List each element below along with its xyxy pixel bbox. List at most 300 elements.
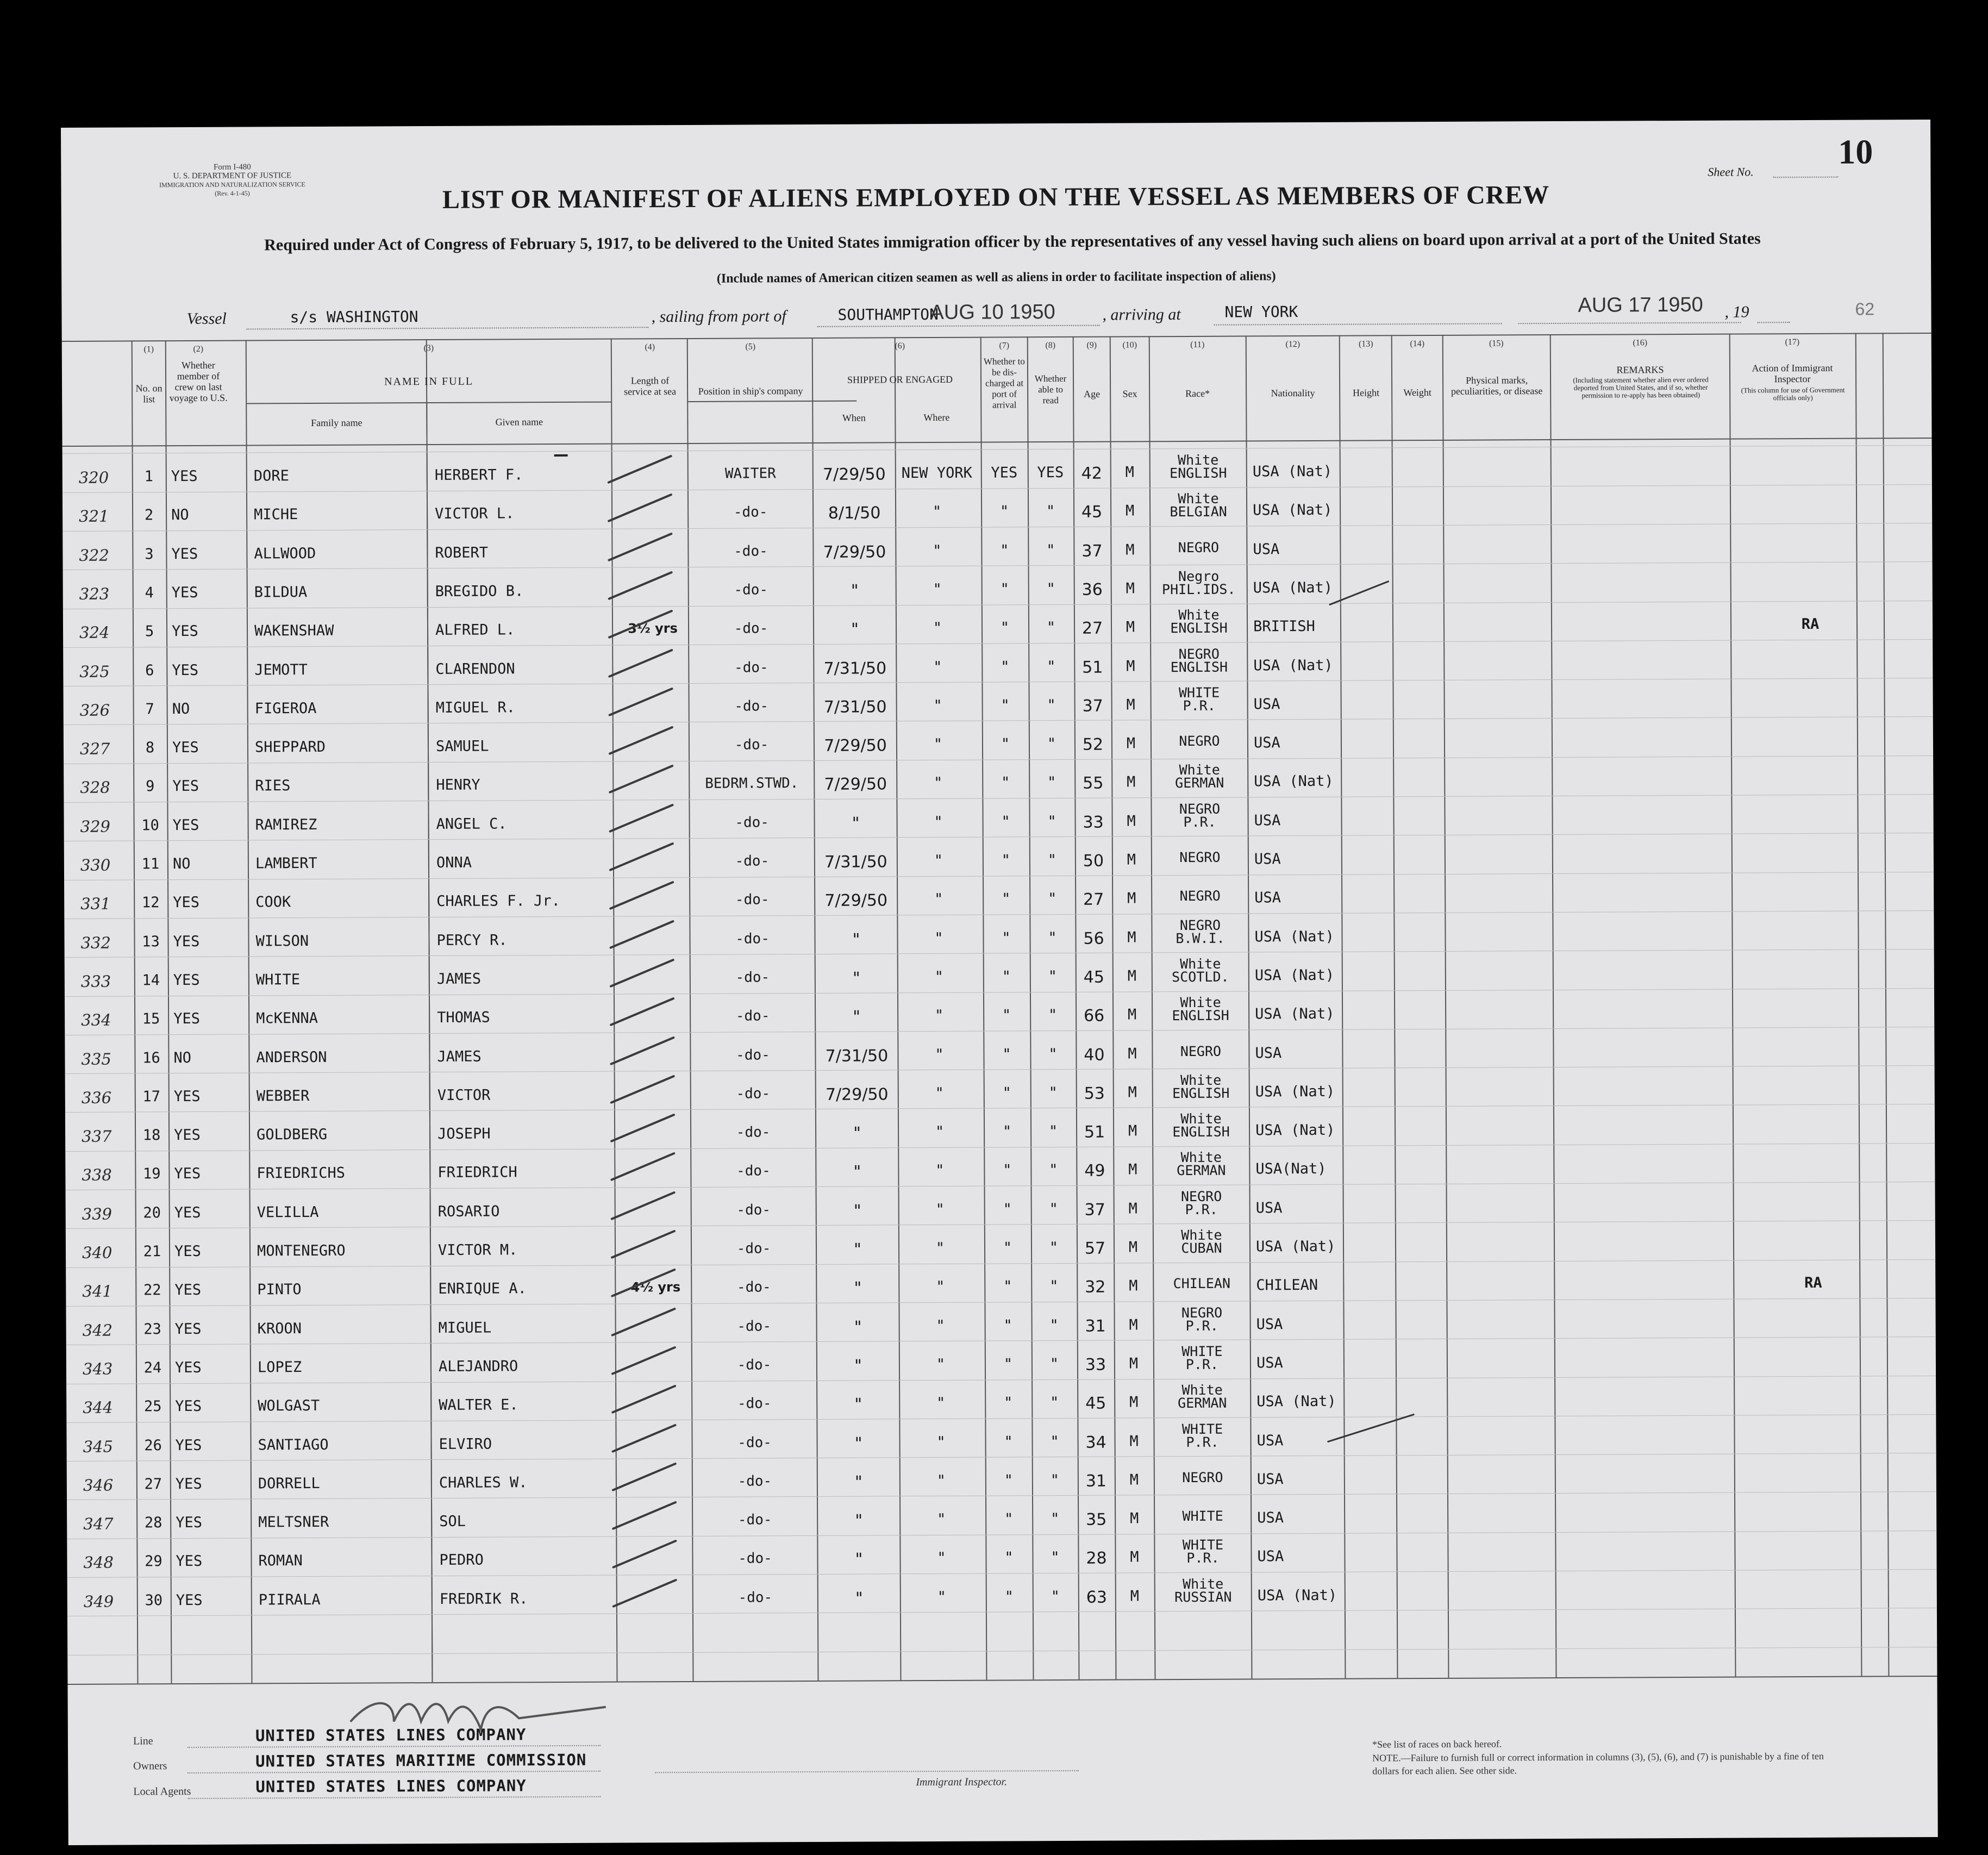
column-number: (2) bbox=[193, 344, 204, 354]
cell-discharged: " bbox=[1003, 1356, 1013, 1373]
race-line: NEGRO bbox=[1179, 733, 1220, 750]
cell-position: -do- bbox=[737, 1318, 772, 1335]
cell-discharged: " bbox=[999, 503, 1009, 520]
column-number: (17) bbox=[1785, 338, 1800, 347]
cell-where: " bbox=[936, 1510, 946, 1528]
vessel-label: Vessel bbox=[186, 309, 227, 328]
cell-when: " bbox=[855, 1589, 863, 1608]
column-header-given-name: Given name bbox=[495, 416, 543, 428]
cell-nationality: USA bbox=[1257, 1509, 1284, 1527]
race-line: White bbox=[1179, 761, 1220, 778]
column-number: (15) bbox=[1489, 339, 1504, 348]
cell-given: CLARENDON bbox=[435, 660, 515, 678]
cell-age: 55 bbox=[1083, 773, 1104, 793]
cell-discharged: " bbox=[1001, 658, 1010, 676]
race-line: B.W.I. bbox=[1176, 930, 1225, 947]
cell-read: " bbox=[1049, 1201, 1058, 1218]
race-line: NEGRO bbox=[1180, 1043, 1222, 1060]
cell-family: FIGEROA bbox=[254, 699, 317, 717]
cell-where: " bbox=[936, 1278, 945, 1295]
cell-where: " bbox=[936, 1356, 946, 1373]
cell-read: " bbox=[1046, 503, 1055, 520]
cell-when: 7/29/50 bbox=[822, 465, 886, 484]
cell-sex: M bbox=[1128, 1239, 1138, 1256]
cell-age: 42 bbox=[1081, 464, 1102, 483]
cell-nationality: USA bbox=[1253, 541, 1280, 558]
column-header-position: Position in ship's company bbox=[698, 385, 803, 397]
cell-read: " bbox=[1049, 1317, 1059, 1334]
cell-given: HERBERT F. bbox=[434, 466, 523, 484]
form-number: Form I-480 bbox=[213, 163, 251, 172]
cell-action: RA bbox=[1804, 1274, 1822, 1292]
cell-when: " bbox=[855, 1511, 863, 1531]
column-header-height: Height bbox=[1353, 387, 1380, 398]
cell-read: " bbox=[1048, 968, 1058, 985]
cell-read: " bbox=[1050, 1510, 1060, 1528]
cell-no: 13 bbox=[142, 933, 160, 951]
cell-nationality: USA (Nat) bbox=[1254, 772, 1334, 790]
cell-position: -do- bbox=[738, 1589, 773, 1606]
race-line: NEGRO bbox=[1179, 917, 1221, 934]
cell-where: " bbox=[933, 658, 942, 676]
cell-age: 40 bbox=[1084, 1045, 1105, 1065]
cell-position: -do- bbox=[734, 736, 769, 753]
cell-discharged: " bbox=[1001, 890, 1011, 908]
cell-given: CHARLES W. bbox=[439, 1474, 528, 1491]
cell-no: 27 bbox=[144, 1476, 162, 1493]
cell-last: YES bbox=[173, 1010, 201, 1028]
cell-position: -do- bbox=[736, 1279, 771, 1296]
cell-age: 63 bbox=[1086, 1588, 1107, 1607]
cell-family: BILDUA bbox=[254, 584, 308, 601]
column-header-physical-marks: Physical marks, peculiarities, or disease bbox=[1451, 374, 1543, 397]
pencil-check-mark bbox=[609, 572, 672, 599]
cell-sex: M bbox=[1129, 1471, 1139, 1489]
cell-where: " bbox=[936, 1472, 946, 1489]
cell-family: McKENNA bbox=[256, 1009, 318, 1027]
pencil-check-mark bbox=[612, 1231, 674, 1258]
cell-age: 36 bbox=[1081, 580, 1103, 599]
cell-nationality: USA bbox=[1255, 1200, 1283, 1217]
cell-last: YES bbox=[171, 545, 198, 563]
row-lead-number: 343 bbox=[82, 1359, 113, 1378]
cell-where: " bbox=[934, 852, 943, 870]
cell-no: 9 bbox=[146, 778, 155, 795]
cell-read: " bbox=[1046, 542, 1055, 559]
pencil-check-mark bbox=[609, 611, 672, 638]
cell-nationality: USA bbox=[1253, 734, 1280, 752]
column-header-nationality: Nationality bbox=[1271, 387, 1315, 399]
cell-family: RAMIREZ bbox=[255, 816, 317, 834]
cell-when: 8/1/50 bbox=[828, 503, 881, 523]
cell-last: YES bbox=[174, 1204, 201, 1222]
cell-age: 45 bbox=[1081, 502, 1103, 522]
column-header-shipped: SHIPPED OR ENGAGED bbox=[847, 373, 953, 385]
cell-no: 1 bbox=[144, 468, 153, 485]
cell-sex: M bbox=[1127, 813, 1136, 830]
cell-family: DORE bbox=[253, 467, 289, 485]
cell-given: MIGUEL bbox=[438, 1319, 492, 1336]
cell-age: 37 bbox=[1081, 541, 1103, 561]
cell-position: -do- bbox=[735, 853, 770, 870]
cell-discharged: YES bbox=[991, 464, 1018, 482]
cell-family: COOK bbox=[255, 894, 291, 911]
cell-when: " bbox=[851, 581, 859, 601]
cell-given: PERCY R. bbox=[436, 932, 508, 949]
cell-age: 37 bbox=[1084, 1200, 1105, 1220]
cell-no: 24 bbox=[143, 1359, 162, 1377]
cell-discharged: " bbox=[1001, 774, 1010, 791]
cell-discharged: " bbox=[1003, 1161, 1012, 1179]
cell-family: KROON bbox=[257, 1320, 302, 1338]
cell-last: YES bbox=[173, 933, 200, 951]
pencil-check-mark bbox=[613, 1541, 676, 1567]
race-line: WHITE bbox=[1178, 684, 1220, 701]
cell-nationality: USA(Nat) bbox=[1255, 1160, 1327, 1178]
column-number: (12) bbox=[1285, 340, 1301, 349]
cell-age: 56 bbox=[1083, 929, 1104, 948]
cell-position: -do- bbox=[734, 620, 768, 637]
cell-position: -do- bbox=[734, 659, 768, 676]
cell-when: " bbox=[853, 1007, 861, 1027]
cell-no: 18 bbox=[142, 1127, 161, 1144]
cell-position: -do- bbox=[737, 1434, 772, 1451]
cell-age: 27 bbox=[1081, 619, 1103, 638]
cell-nationality: USA (Nat) bbox=[1255, 1238, 1336, 1256]
cell-sex: M bbox=[1127, 890, 1136, 907]
row-lead-number: 324 bbox=[79, 623, 110, 642]
cell-sex: M bbox=[1129, 1355, 1139, 1372]
cell-nationality: CHILEAN bbox=[1256, 1276, 1318, 1294]
cell-read: " bbox=[1048, 929, 1057, 947]
race-line: NEGRO bbox=[1182, 1469, 1223, 1486]
cell-last: NO bbox=[173, 1049, 192, 1067]
cell-family: WEBBER bbox=[256, 1088, 310, 1105]
cell-discharged: " bbox=[1002, 1084, 1011, 1102]
arrive-date-stamp: AUG 17 1950 bbox=[1578, 293, 1703, 317]
inspector-label: Immigrant Inspector. bbox=[916, 1776, 1008, 1789]
cell-where: " bbox=[934, 929, 943, 947]
cell-discharged: " bbox=[1004, 1433, 1013, 1451]
cell-family: GOLDBERG bbox=[257, 1126, 328, 1144]
cell-where: " bbox=[933, 619, 942, 637]
cell-given: ALFRED L. bbox=[435, 621, 515, 639]
slash-remark bbox=[1327, 1414, 1414, 1442]
cell-position: -do- bbox=[736, 1085, 771, 1102]
cell-when: " bbox=[853, 1162, 861, 1182]
pencil-check-mark bbox=[612, 1270, 674, 1296]
cell-position: -do- bbox=[736, 1202, 771, 1219]
column-header-race: Race* bbox=[1185, 388, 1210, 399]
cell-given: JOSEPH bbox=[437, 1125, 491, 1142]
cell-read: " bbox=[1047, 735, 1056, 753]
cell-position: -do- bbox=[734, 582, 768, 598]
owners-label: Owners bbox=[133, 1760, 167, 1772]
cell-nationality: BRITISH bbox=[1253, 617, 1315, 635]
cell-service: 4½ yrs bbox=[630, 1279, 681, 1295]
cell-sex: M bbox=[1125, 464, 1134, 481]
cell-position: WAITER bbox=[724, 465, 776, 482]
cell-position: -do- bbox=[733, 504, 768, 521]
race-line: White bbox=[1177, 452, 1219, 469]
cell-age: 33 bbox=[1085, 1355, 1106, 1375]
cell-given: ANGEL C. bbox=[436, 815, 507, 833]
race-line: P.R. bbox=[1185, 1356, 1219, 1372]
pencil-check-mark bbox=[610, 921, 673, 948]
cell-sex: M bbox=[1130, 1588, 1140, 1605]
cell-when: " bbox=[854, 1356, 862, 1376]
cell-nationality: USA (Nat) bbox=[1253, 501, 1333, 519]
cell-read: " bbox=[1047, 697, 1056, 714]
cell-family: MONTENEGRO bbox=[257, 1242, 346, 1260]
cell-read: " bbox=[1047, 813, 1056, 830]
cell-given: CHARLES F. Jr. bbox=[436, 892, 560, 910]
cell-last: YES bbox=[173, 894, 200, 911]
column-number: (11) bbox=[1190, 340, 1205, 349]
cell-nationality: USA bbox=[1256, 1354, 1283, 1372]
sheet-number: 10 bbox=[1838, 132, 1873, 171]
cell-sex: M bbox=[1129, 1316, 1138, 1334]
agents-label: Local Agents bbox=[133, 1785, 191, 1798]
cell-position: -do- bbox=[738, 1550, 772, 1567]
cell-position: -do- bbox=[737, 1357, 772, 1373]
cell-discharged: " bbox=[1002, 929, 1011, 947]
cell-where: " bbox=[934, 774, 943, 792]
cell-read: " bbox=[1046, 580, 1055, 598]
cell-discharged: " bbox=[1003, 1278, 1012, 1295]
cell-last: YES bbox=[175, 1475, 202, 1493]
cell-last: NO bbox=[172, 700, 190, 718]
race-line: White bbox=[1180, 1149, 1222, 1166]
cell-given: WALTER E. bbox=[439, 1396, 518, 1414]
race-line: NEGRO bbox=[1179, 888, 1221, 904]
cell-sex: M bbox=[1126, 696, 1135, 714]
cell-discharged: " bbox=[1000, 580, 1009, 598]
cell-nationality: USA bbox=[1256, 1471, 1284, 1488]
cell-when: 7/29/50 bbox=[823, 542, 886, 562]
race-line: ENGLISH bbox=[1172, 1085, 1230, 1102]
cell-position: -do- bbox=[735, 969, 770, 986]
cell-given: BREGIDO B. bbox=[435, 583, 524, 601]
cell-given: FRIEDRICH bbox=[437, 1164, 517, 1181]
sailing-label: , sailing from port of bbox=[651, 307, 786, 326]
penalty-note: NOTE.—Failure to furnish full or correct information in columns (3), (5), (6), and (7) is punishable by a fine of ten dollars for each alien. See other side. bbox=[1372, 1750, 1824, 1777]
cell-when: 7/29/50 bbox=[824, 775, 887, 794]
sail-date-stamp: AUG 10 1950 bbox=[930, 301, 1055, 324]
manifest-sheet bbox=[61, 120, 1938, 1845]
cell-given: ONNA bbox=[436, 854, 472, 871]
cell-age: 45 bbox=[1085, 1394, 1106, 1413]
race-line: P.R. bbox=[1183, 697, 1216, 714]
race-line: White bbox=[1183, 1576, 1224, 1592]
cell-read: " bbox=[1048, 1084, 1058, 1102]
cell-no: 21 bbox=[143, 1243, 161, 1260]
cell-family: JEMOTT bbox=[254, 661, 308, 679]
race-line: PHIL.IDS. bbox=[1161, 581, 1236, 598]
pencil-check-mark bbox=[609, 495, 671, 521]
cell-position: -do- bbox=[734, 543, 768, 560]
cell-no: 3 bbox=[145, 546, 154, 563]
cell-where: " bbox=[935, 1046, 944, 1063]
cell-family: SANTIAGO bbox=[258, 1436, 329, 1454]
cell-family: WAKENSHAW bbox=[254, 622, 334, 640]
race-line: WHITE bbox=[1181, 1343, 1223, 1360]
cell-family: ANDERSON bbox=[256, 1048, 327, 1066]
column-number: (7) bbox=[999, 341, 1010, 351]
cell-last: YES bbox=[173, 971, 200, 989]
pencil-check-mark bbox=[609, 650, 672, 677]
cell-when: 7/29/50 bbox=[824, 736, 887, 755]
pencil-check-mark bbox=[610, 805, 672, 832]
cell-sex: M bbox=[1126, 580, 1135, 597]
row-lead-number: 334 bbox=[81, 1010, 111, 1029]
column-number: (10) bbox=[1122, 340, 1137, 350]
cell-read: " bbox=[1048, 1046, 1058, 1063]
column-header-no: No. on list bbox=[135, 383, 162, 405]
cell-nationality: USA (Nat) bbox=[1254, 966, 1335, 984]
cell-given: ELVIRO bbox=[439, 1435, 492, 1453]
cell-age: 34 bbox=[1085, 1433, 1106, 1452]
cell-last: YES bbox=[173, 1088, 201, 1105]
race-line: White bbox=[1180, 1110, 1222, 1127]
cell-nationality: USA (Nat) bbox=[1256, 1392, 1336, 1410]
race-line: P.R. bbox=[1186, 1434, 1219, 1450]
cell-given: THOMAS bbox=[437, 1009, 490, 1026]
cell-position: -do- bbox=[734, 698, 769, 715]
cell-sex: M bbox=[1127, 851, 1136, 869]
race-line: NEGRO bbox=[1178, 646, 1220, 663]
cell-position: -do- bbox=[736, 1163, 771, 1179]
cell-read: " bbox=[1047, 852, 1057, 869]
line-label: Line bbox=[133, 1735, 153, 1747]
row-lead-number: 348 bbox=[83, 1553, 114, 1572]
cell-when: 7/29/50 bbox=[825, 1085, 889, 1104]
cell-sex: M bbox=[1128, 1122, 1137, 1140]
cell-age: 33 bbox=[1083, 813, 1104, 832]
column-number: (14) bbox=[1410, 339, 1425, 349]
cell-discharged: " bbox=[1000, 542, 1009, 559]
column-number: (3) bbox=[423, 343, 434, 353]
cell-where: " bbox=[937, 1588, 947, 1606]
cell-last: YES bbox=[176, 1552, 203, 1570]
cell-age: 52 bbox=[1082, 735, 1104, 754]
cell-sex: M bbox=[1126, 658, 1135, 675]
race-line: BELGIAN bbox=[1170, 503, 1227, 520]
cell-age: 50 bbox=[1083, 851, 1104, 871]
cell-no: 25 bbox=[143, 1398, 162, 1415]
pencil-check-mark bbox=[612, 1347, 675, 1374]
cell-read: " bbox=[1050, 1394, 1059, 1411]
cell-no: 11 bbox=[141, 855, 160, 873]
cell-discharged: " bbox=[1002, 968, 1011, 985]
cell-no: 29 bbox=[145, 1553, 162, 1570]
column-number: (8) bbox=[1045, 341, 1056, 351]
service-name: IMMIGRATION AND NATURALIZATION SERVICE bbox=[159, 180, 305, 189]
cell-family: RIES bbox=[255, 777, 291, 795]
cell-last: YES bbox=[172, 739, 199, 757]
form-revision: (Rev. 4-1-45) bbox=[215, 189, 250, 197]
cell-age: 51 bbox=[1082, 658, 1103, 677]
race-line: NEGRO bbox=[1179, 849, 1221, 866]
cell-last: YES bbox=[171, 622, 198, 640]
row-lead-number: 333 bbox=[80, 972, 111, 991]
column-header-last-voyage: Whether member of crew on last voyage to U.S. bbox=[169, 359, 228, 404]
column-header-family-name: Family name bbox=[311, 417, 362, 428]
cell-family: MICHE bbox=[254, 506, 298, 523]
cell-where: " bbox=[933, 735, 943, 753]
column-number: (6) bbox=[895, 341, 905, 351]
cell-no: 30 bbox=[145, 1592, 163, 1609]
cell-discharged: " bbox=[1004, 1510, 1014, 1528]
row-lead-number: 323 bbox=[79, 584, 110, 603]
cell-no: 8 bbox=[145, 739, 155, 757]
cell-where: " bbox=[934, 1007, 944, 1024]
year-label: , 19 bbox=[1724, 303, 1749, 321]
cell-family: FRIEDRICHS bbox=[257, 1164, 346, 1182]
cell-nationality: USA (Nat) bbox=[1252, 463, 1333, 480]
cell-sex: M bbox=[1126, 541, 1135, 559]
column-number: (9) bbox=[1086, 340, 1097, 350]
row-lead-number: 342 bbox=[82, 1321, 113, 1340]
cell-no: 15 bbox=[142, 1010, 160, 1028]
race-line: NEGRO bbox=[1180, 1188, 1222, 1205]
race-line: ENGLISH bbox=[1170, 620, 1228, 636]
cell-nationality: USA bbox=[1253, 696, 1280, 713]
cell-sex: M bbox=[1129, 1394, 1139, 1411]
cell-no: 17 bbox=[142, 1088, 161, 1105]
row-lead-number: 347 bbox=[83, 1514, 114, 1533]
cell-discharged: " bbox=[1004, 1394, 1013, 1411]
cell-no: 19 bbox=[143, 1165, 161, 1183]
cell-age: 37 bbox=[1082, 696, 1103, 716]
cell-family: ROMAN bbox=[258, 1552, 303, 1570]
cell-age: 31 bbox=[1085, 1471, 1107, 1491]
cell-read: " bbox=[1046, 619, 1056, 636]
cell-position: -do- bbox=[735, 930, 770, 947]
cell-sex: M bbox=[1127, 929, 1136, 946]
cell-family: MELTSNER bbox=[258, 1513, 329, 1531]
cell-given: MIGUEL R. bbox=[435, 699, 516, 717]
port-from: SOUTHAMPTON bbox=[837, 305, 939, 324]
cell-no: 22 bbox=[143, 1282, 161, 1299]
race-line: SCOTLD. bbox=[1172, 969, 1229, 985]
cell-last: YES bbox=[171, 584, 198, 602]
cell-nationality: USA bbox=[1254, 889, 1281, 907]
cell-family: VELILLA bbox=[257, 1203, 319, 1221]
cell-read: " bbox=[1050, 1472, 1060, 1489]
cell-last: YES bbox=[172, 661, 199, 679]
cell-no: 14 bbox=[142, 972, 160, 989]
race-note: *See list of races on back hereof. bbox=[1372, 1738, 1502, 1750]
cell-given: HENRY bbox=[436, 776, 480, 794]
cell-nationality: USA bbox=[1254, 812, 1281, 829]
cell-no: 26 bbox=[144, 1437, 162, 1454]
row-lead-number: 346 bbox=[83, 1476, 114, 1495]
cell-read: " bbox=[1047, 658, 1056, 676]
cell-when: " bbox=[854, 1278, 862, 1298]
column-header-when: When bbox=[842, 412, 866, 423]
cell-when: " bbox=[851, 620, 859, 639]
cell-read: YES bbox=[1037, 464, 1064, 482]
column-header-service: Length of service at sea bbox=[624, 375, 677, 397]
cell-read: " bbox=[1047, 774, 1056, 791]
cell-no: 7 bbox=[145, 701, 154, 718]
row-lead-number: 326 bbox=[79, 701, 110, 720]
cell-read: " bbox=[1049, 1356, 1059, 1373]
column-header-discharged: Whether to be dis-charged at port of arrival bbox=[983, 356, 1025, 410]
column-number: (5) bbox=[745, 342, 756, 352]
column-header-age: Age bbox=[1084, 388, 1101, 399]
